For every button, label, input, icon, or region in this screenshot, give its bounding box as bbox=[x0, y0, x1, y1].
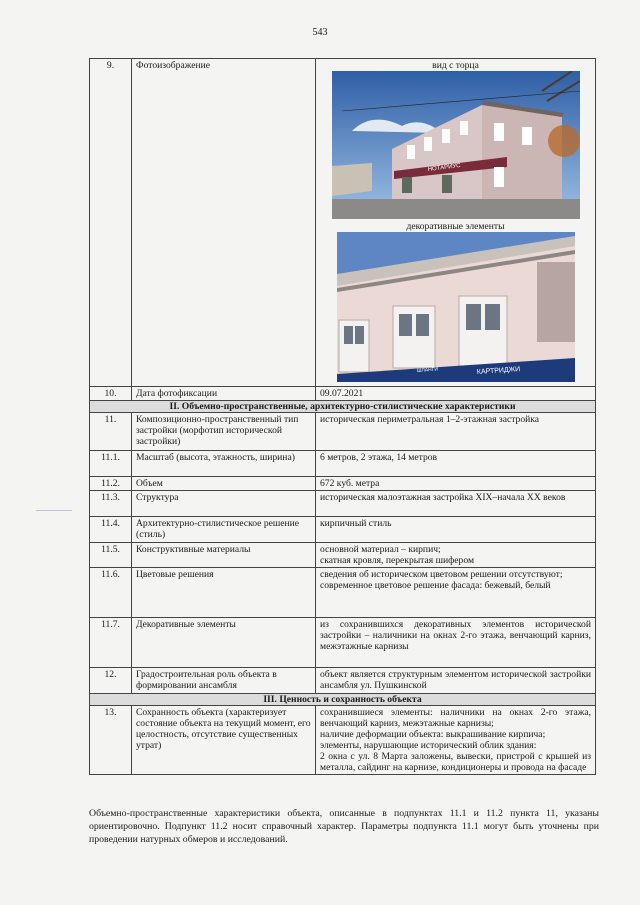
row-label: Масштаб (высота, этажность, ширина) bbox=[132, 451, 316, 477]
table-row bbox=[90, 491, 596, 517]
table-row bbox=[90, 477, 596, 491]
row-label: Композиционно-пространственный тип застройки (морфотип исторической застройки) bbox=[132, 413, 316, 451]
row-number: 11.4. bbox=[90, 517, 132, 543]
row-value bbox=[316, 706, 596, 775]
value-line: сохранившиеся элементы: наличники на окнах 2-го этажа, венчающий карниз, межэтажные карнизы; bbox=[320, 707, 591, 729]
row-value: 6 метров, 2 этажа, 14 метров bbox=[316, 451, 596, 477]
table-row bbox=[90, 706, 596, 775]
table-row bbox=[90, 543, 596, 568]
sign-text: НОТАРИУС bbox=[427, 163, 461, 173]
row-label: Цветовые решения bbox=[132, 568, 316, 618]
section-header bbox=[90, 694, 596, 706]
row-number: 12. bbox=[90, 668, 132, 694]
table-row bbox=[90, 618, 596, 668]
section-title: II. Объемно-пространственные, архитектурно-стилистические характеристики bbox=[90, 401, 596, 413]
row-value bbox=[316, 568, 596, 618]
value-line: основной материал – кирпич; bbox=[320, 544, 441, 555]
table-row bbox=[90, 413, 596, 451]
row-value: историческая малоэтажная застройка XIX–начала XX веков bbox=[316, 491, 596, 517]
value-line: современное цветовое решение фасада: бежевый, белый bbox=[320, 580, 551, 591]
value-line: сведения об историческом цветовом решении отсутствуют; bbox=[320, 569, 563, 580]
value-line: 2 окна с ул. 8 Марта заложены, вывески, пристрой с крышей из металла, сайдинг на карнизе, кондиционеры и провода на фасаде bbox=[320, 751, 591, 773]
sign-text: КАРТРИДЖИ bbox=[476, 365, 520, 376]
sign-text: ШЛАНГИ bbox=[416, 366, 438, 374]
row-label: Объем bbox=[132, 477, 316, 491]
row-number: 11.1. bbox=[90, 451, 132, 477]
row-number: 10. bbox=[90, 387, 132, 401]
photo-decorative-elements bbox=[337, 232, 575, 382]
row-value: объект является структурным элементом исторической застройки ансамбля ул. Пушкинской bbox=[316, 668, 596, 694]
row-number: 11.7. bbox=[90, 618, 132, 668]
photo-end-view bbox=[332, 71, 580, 219]
row-label: Дата фотофиксации bbox=[132, 387, 316, 401]
table-row bbox=[90, 387, 596, 401]
row-label: Фотоизображение bbox=[132, 59, 316, 387]
photo-cell bbox=[316, 59, 596, 387]
row-label: Архитектурно-стилистическое решение (стиль) bbox=[132, 517, 316, 543]
margin-mark bbox=[36, 510, 72, 511]
row-value: 672 куб. метра bbox=[316, 477, 596, 491]
value-line: наличие деформации объекта: выкрашивание кирпича; bbox=[320, 729, 546, 740]
photo-caption: вид с торца bbox=[432, 60, 479, 71]
table-row bbox=[90, 517, 596, 543]
row-label: Сохранность объекта (характеризует состояние объекта на текущий момент, его целостность, отсутствие существенных утрат) bbox=[132, 706, 316, 775]
passport-table bbox=[89, 58, 596, 775]
table-row bbox=[90, 59, 596, 387]
table-row bbox=[90, 568, 596, 618]
row-number: 13. bbox=[90, 706, 132, 775]
row-label: Конструктивные материалы bbox=[132, 543, 316, 568]
table-row bbox=[90, 668, 596, 694]
footnote: Объемно-пространственные характеристики объекта, описанные в подпунктах 11.1 и 11.2 пункта 11, указаны ориентировочно. Подпункт 11.2 носит справочный характер. Параметры подпункта 11.1 могут быть уточнены при проведении натурных обмеров и исследований. bbox=[89, 808, 599, 845]
row-value: историческая периметральная 1–2-этажная застройка bbox=[316, 413, 596, 451]
row-value: из сохранившихся декоративных элементов исторической застройки – наличники на окнах 2-го этажа, венчающий карниз, межэтажные карнизы bbox=[316, 618, 596, 668]
row-number: 9. bbox=[90, 59, 132, 387]
row-number: 11. bbox=[90, 413, 132, 451]
row-value: кирпичный стиль bbox=[316, 517, 596, 543]
row-label: Градостроительная роль объекта в формировании ансамбля bbox=[132, 668, 316, 694]
row-label: Структура bbox=[132, 491, 316, 517]
section-header bbox=[90, 401, 596, 413]
row-value bbox=[316, 543, 596, 568]
row-value: 09.07.2021 bbox=[316, 387, 596, 401]
row-label: Декоративные элементы bbox=[132, 618, 316, 668]
row-number: 11.5. bbox=[90, 543, 132, 568]
photo-caption: декоративные элементы bbox=[406, 221, 505, 232]
row-number: 11.6. bbox=[90, 568, 132, 618]
page-number: 543 bbox=[312, 27, 328, 38]
table-row bbox=[90, 451, 596, 477]
row-number: 11.2. bbox=[90, 477, 132, 491]
value-line: элементы, нарушающие исторический облик здания: bbox=[320, 740, 537, 751]
row-number: 11.3. bbox=[90, 491, 132, 517]
section-title: III. Ценность и сохранность объекта bbox=[90, 694, 596, 706]
value-line: скатная кровля, перекрытая шифером bbox=[320, 555, 475, 566]
